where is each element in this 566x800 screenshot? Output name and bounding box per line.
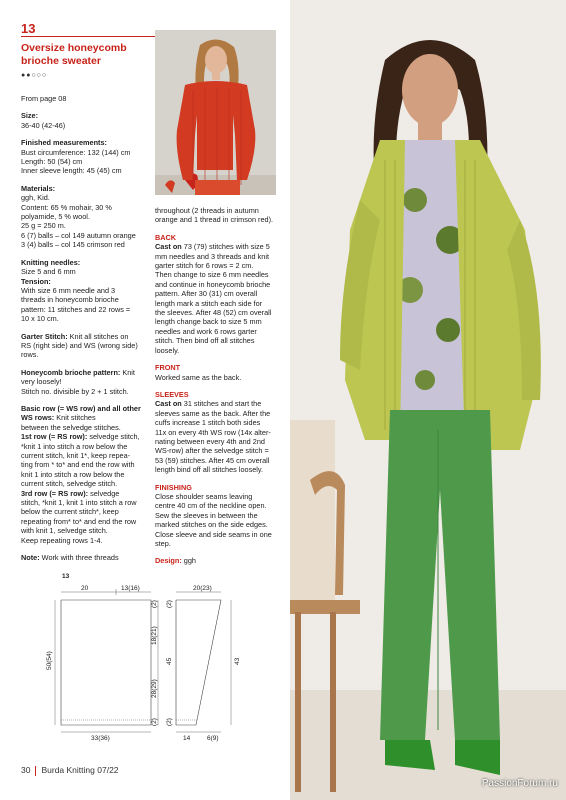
back-line: mm needles and 3 threads and knit <box>155 251 269 261</box>
garter-block <box>21 332 151 360</box>
page-footer <box>21 765 119 776</box>
finishing-line: Close shoulder seams leaving <box>155 491 253 501</box>
back-line: garter stitch for 6 rows = 2 cm. <box>155 261 254 271</box>
right-column <box>155 206 279 574</box>
left-column <box>21 94 151 570</box>
tension-line: pattern: 11 stitches and 22 rows = <box>21 304 131 314</box>
rows-block <box>21 404 151 545</box>
footer-separator <box>35 766 36 776</box>
back-line: the sleeves. After 48 (52) cm overall <box>155 308 272 318</box>
tension-line: 10 x 10 cm. <box>21 314 59 324</box>
honeycomb-line: Stitch no. divisible by 2 + 1 stitch. <box>21 386 129 396</box>
sleeve-top: 20(23) <box>193 585 212 592</box>
sleeve-right: 43 <box>234 657 241 665</box>
note-block <box>21 553 151 562</box>
sleeves-line: WS-row) after the selvedge stitch = <box>155 446 269 456</box>
garter-line: Knit all stitches on <box>67 331 129 341</box>
body-outline <box>61 600 151 725</box>
back-cast-on: Cast on <box>155 242 182 252</box>
magazine-name: Burda Knitting <box>41 765 95 775</box>
body-r3: 28(29) <box>151 679 158 698</box>
size-block <box>21 111 151 130</box>
sleeves-line: cuffs increase 1 stitch both sides <box>155 418 261 428</box>
garter-line: RS (right side) and WS (wrong side) <box>21 340 138 350</box>
continuation-block <box>155 206 279 225</box>
red-sweater-illustration <box>155 30 276 195</box>
honeycomb-line: Knit <box>120 367 135 377</box>
pattern-title: Oversize honeycomb brioche sweater <box>21 42 127 67</box>
basic-row-line: Knit stitches <box>54 413 96 423</box>
materials-line: polyamide, 5 % wool. <box>21 212 90 222</box>
back-line: length change back to size 5 mm <box>155 317 262 327</box>
back-line: pattern. After 30 (31) cm overall <box>155 289 258 299</box>
honeycomb-label: Honeycomb brioche pattern: <box>21 367 121 377</box>
design-label: Design: <box>155 556 182 566</box>
row3-line: Keep repeating rows 1-4. <box>21 535 103 545</box>
watermark: PassionForum.ru <box>481 778 558 789</box>
back-line: length mark a stitch each side for <box>155 298 263 308</box>
garter-line: rows. <box>21 350 39 360</box>
sleeves-line: 53 (59) stitches. After 45 cm overall <box>155 455 270 465</box>
design-value: ggh <box>181 556 196 566</box>
body-r1: (2) <box>151 600 158 608</box>
back-line: and continue in honeycomb brioche <box>155 279 271 289</box>
finished-label: Finished measurements: <box>21 138 107 148</box>
sleeves-line: 31 stitches and start the <box>181 399 262 409</box>
back-line: Then change to size 6 mm needles <box>155 270 269 280</box>
sleeve-mid: 45 <box>166 657 173 665</box>
sleeves-block <box>155 390 279 475</box>
row1-line: ting from * to* and end the row with <box>21 460 135 470</box>
materials-block <box>21 184 151 250</box>
model-illustration <box>290 0 566 800</box>
back-block <box>155 233 279 355</box>
sleeves-line: sleeves same as the back. After the <box>155 408 271 418</box>
back-line: stitch. Then bind off all stitches <box>155 336 255 346</box>
basic-row-label: Basic row (= WS row) and all other WS rows: <box>21 403 141 423</box>
materials-line: 6 (7) balls – col 149 autumn orange <box>21 230 136 240</box>
design-block <box>155 556 279 565</box>
sleeve-bottom-left: 14 <box>183 735 191 742</box>
sleeves-heading: SLEEVES <box>155 389 189 399</box>
finishing-line: centre 40 cm of the neckline open. <box>155 501 267 511</box>
row1-line: current stitch, selvedge stitch. <box>21 479 118 489</box>
sleeve-outline <box>176 600 221 725</box>
front-block <box>155 363 279 382</box>
sleeves-line: nating between every 4th and 2nd <box>155 436 265 446</box>
continuation-line: orange and 1 thread in crimson red). <box>155 215 274 225</box>
honeycomb-line: very loosely! <box>21 377 62 387</box>
note-value: Work with three threads <box>39 553 119 563</box>
garter-label: Garter Stitch: <box>21 331 68 341</box>
issue: 07/22 <box>97 765 119 775</box>
row1-line: selvedge stitch, <box>87 432 140 442</box>
body-r2: 18(21) <box>151 626 158 645</box>
finishing-line: marked stitches on the side edges. <box>155 520 268 530</box>
body-bottom: 33(36) <box>91 735 110 742</box>
sleeves-line: length bind off all stitches loosely. <box>155 465 264 475</box>
back-line: needles and work 6 rows garter <box>155 326 257 336</box>
finishing-line: Close sleeve and side seams in one <box>155 529 272 539</box>
sleeves-line: 11x on every 4th WS row (14x alter- <box>155 427 271 437</box>
continuation-line: throughout (2 threads in autumn <box>155 206 259 215</box>
needles-label: Knitting needles: <box>21 257 81 267</box>
tension-line: With size 6 mm needle and 3 <box>21 285 116 295</box>
size-label: Size: <box>21 111 39 121</box>
row1-line: current stitch, knit 1*, keep repea- <box>21 451 131 460</box>
model-photo-large <box>290 0 566 800</box>
page-number: 30 <box>21 765 31 775</box>
difficulty-rating: ●●○○○ <box>21 72 48 79</box>
row3-line: stitch, *knit 1, knit 1 into stitch a row <box>21 498 137 508</box>
body-top-right: 13(16) <box>121 585 140 592</box>
tension-line: threads in honeycomb brioche <box>21 295 119 305</box>
body-r4: (2) <box>151 718 158 726</box>
sleeves-cast-on: Cast on <box>155 399 182 409</box>
from-page: From page 08 <box>21 94 67 103</box>
row3-label: 3rd row (= RS row): <box>21 488 89 498</box>
front-text: Worked same as the back. <box>155 372 242 382</box>
needles-value: Size 5 and 6 mm <box>21 267 76 277</box>
row3-line: below the current stitch*, keep <box>21 507 119 517</box>
finished-line: Length: 50 (54) cm <box>21 157 83 167</box>
tension-label: Tension: <box>21 276 51 286</box>
finishing-block <box>155 483 279 549</box>
finished-block <box>21 138 151 176</box>
materials-line: Content: 65 % mohair, 30 % <box>21 202 112 212</box>
materials-line: 3 (4) balls – col 145 crimson red <box>21 240 125 250</box>
finishing-line: Sew the sleeves in between the <box>155 510 258 520</box>
materials-line: 25 g = 250 m. <box>21 221 66 231</box>
row1-line: knit 1 into stitch a row below the <box>21 469 125 479</box>
model-photo-small <box>155 30 276 195</box>
sleeve-r2: (2) <box>166 718 173 726</box>
row3-line: selvedge <box>88 488 120 498</box>
materials-label: Materials: <box>21 183 56 193</box>
back-line: loosely. <box>155 345 180 355</box>
size-value: 36-40 (42-46) <box>21 120 66 130</box>
finishing-line: step. <box>155 539 171 548</box>
pattern-number: 13 <box>21 21 36 36</box>
honeycomb-block <box>21 368 151 396</box>
materials-line: ggh, Kid. <box>21 193 50 203</box>
sleeve-bottom-right: 6(9) <box>207 735 219 742</box>
back-heading: BACK <box>155 232 177 242</box>
sleeve-r1: (2) <box>166 600 173 608</box>
finished-line: Bust circumference: 132 (144) cm <box>21 147 131 157</box>
note-label: Note: <box>21 553 40 563</box>
front-heading: FRONT <box>155 363 181 373</box>
row1-line: *knit 1 into stitch a row below the <box>21 441 128 451</box>
finishing-heading: FINISHING <box>155 482 192 492</box>
schematic-diagram <box>21 570 276 750</box>
back-line: 73 (79) stitches with size 5 <box>181 242 270 252</box>
needles-block <box>21 258 151 324</box>
row3-line: repeating from* to* and end the row <box>21 516 137 526</box>
row3-line: with knit 1, selvedge stitch. <box>21 526 108 536</box>
diagram-label: 13 <box>62 573 70 580</box>
row1-label: 1st row (= RS row): <box>21 432 88 442</box>
basic-row-line: between the selvedge stitches. <box>21 422 121 432</box>
body-top-left: 20 <box>81 585 89 592</box>
finished-line: Inner sleeve length: 45 (45) cm <box>21 166 122 176</box>
body-left: 50(54) <box>46 651 53 670</box>
